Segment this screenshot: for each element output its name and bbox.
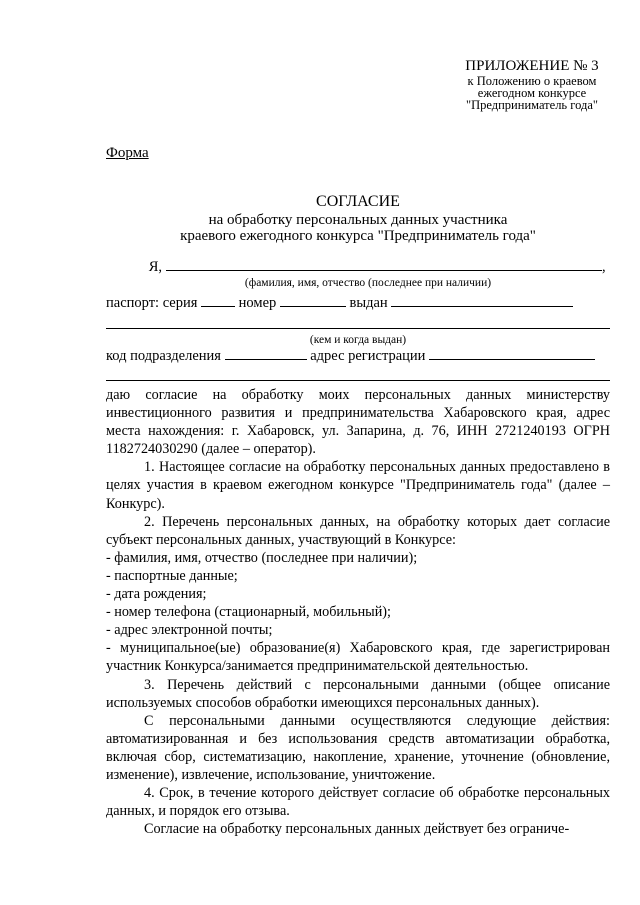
appendix-line-1: к Положению о краевом — [467, 74, 597, 88]
consent-paragraph: - дата рождения; — [106, 586, 207, 603]
consent-paragraph: 4. Срок, в течение которого действует согласие об обработке персональных данных, и порядок его отзыва. — [106, 785, 610, 820]
consent-paragraph: - муниципальное(ые) образование(я) Хабаровского края, где зарегистрирован участник Конкурса/занимается предпринимательской деятельностью. — [106, 640, 610, 675]
passport-series-field[interactable] — [201, 294, 235, 307]
passport-row — [106, 294, 610, 311]
consent-paragraph: 1. Настоящее согласие на обработку персональных данных предоставлено в целях участия в краевом ежегодном конкурсе "Предприниматель года" (далее – Конкурс). — [106, 459, 610, 512]
issued-by-hint: (кем и когда выдан) — [309, 334, 407, 346]
form-label: Форма — [106, 145, 149, 161]
appendix-line-3: "Предприниматель года" — [466, 98, 598, 112]
document-title: СОГЛАСИЕ — [316, 193, 400, 210]
appendix-title: ПРИЛОЖЕНИЕ № 3 — [465, 58, 599, 74]
consent-paragraph: С персональными данными осуществляются следующие действия: автоматизированная и без использования средств автоматизации обработка, включая сбор, систематизацию, накопление, хранение, уточнение (обновление, изменение), извлечение, использование, уничтожение. — [106, 712, 610, 783]
fio-comma: , — [602, 259, 606, 275]
ya-label: Я, — [148, 259, 162, 275]
document-subtitle — [106, 212, 610, 244]
passport-issued-label: выдан — [349, 295, 388, 311]
division-code-label: код подразделения — [106, 348, 221, 364]
fio-hint: (фамилия, имя, отчество (последнее при наличии) — [244, 277, 492, 289]
division-code-field[interactable] — [225, 347, 307, 360]
consent-paragraph: 3. Перечень действий с персональными данными (общее описание используемых способов обработки имеющихся персональных данных). — [106, 676, 610, 711]
consent-paragraph: - номер телефона (стационарный, мобильный); — [106, 604, 391, 621]
issued-by-field[interactable] — [106, 328, 610, 329]
fio-field[interactable] — [166, 258, 602, 271]
consent-paragraph: даю согласие на обработку моих персональных данных министерству инвестиционного развития и предпринимательства Хабаровского края, адрес места нахождения: г. Хабаровск, ул. Запарина, д. 76, ИНН 2721240193 ОГРН 1182724030290 (далее – оператор). — [106, 387, 610, 458]
reg-address-continued-field[interactable] — [106, 380, 610, 381]
consent-paragraph: 2. Перечень персональных данных, на обработку которых дает согласие субъект персональных данных, участвующий в Конкурсе: — [106, 513, 610, 548]
appendix-line-2: ежегодном конкурсе — [477, 86, 587, 100]
consent-body — [106, 386, 610, 838]
passport-series-label: паспорт: серия — [106, 295, 198, 311]
passport-number-label: номер — [238, 295, 277, 311]
fio-row — [106, 258, 610, 275]
reg-address-field[interactable] — [429, 347, 595, 360]
passport-number-field[interactable] — [280, 294, 346, 307]
consent-paragraph: - фамилия, имя, отчество (последнее при наличии); — [106, 549, 418, 566]
document-subtitle-line-2: краевого ежегодного конкурса "Предприниматель года" — [180, 228, 536, 244]
division-row — [106, 347, 610, 364]
reg-address-label: адрес регистрации — [310, 348, 426, 364]
consent-paragraph: - паспортные данные; — [106, 567, 238, 584]
consent-paragraph: - адрес электронной почты; — [106, 622, 273, 639]
appendix-header — [452, 57, 612, 111]
passport-issued-field[interactable] — [391, 294, 573, 307]
document-subtitle-line-1: на обработку персональных данных участника — [208, 212, 508, 228]
consent-paragraph: Согласие на обработку персональных данных действует без ограниче- — [144, 821, 570, 838]
